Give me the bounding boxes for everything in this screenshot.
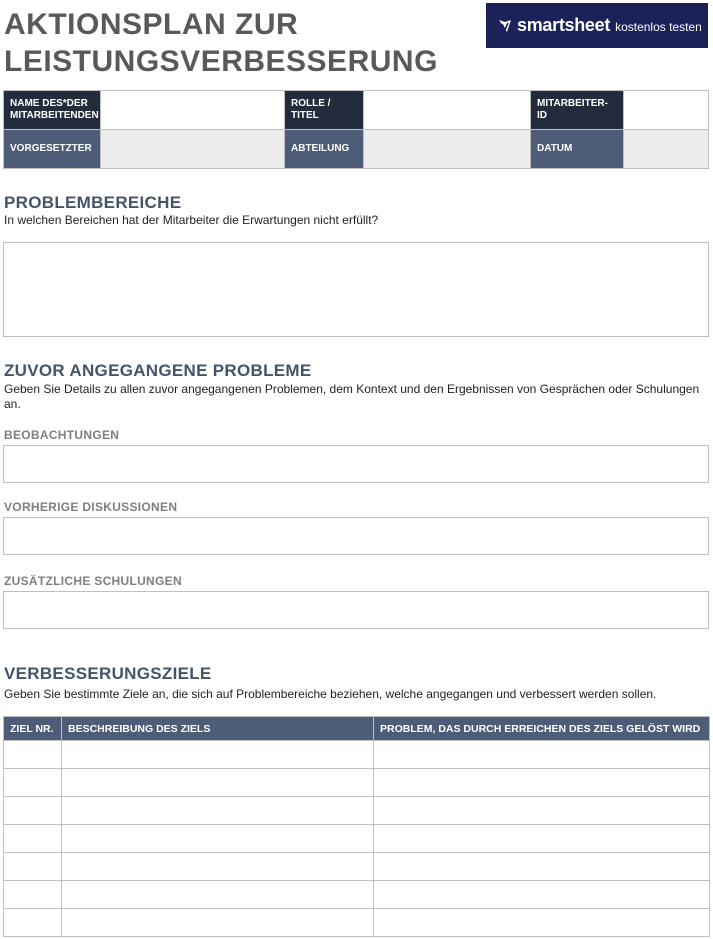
goal-problem-cell[interactable] (374, 909, 710, 937)
goal-description-cell[interactable] (62, 741, 374, 769)
goal-number-cell[interactable] (4, 825, 62, 853)
goal-problem-cell[interactable] (374, 741, 710, 769)
improvement-goals-heading: VERBESSERUNGSZIELE (4, 664, 212, 683)
problem-areas-description: In welchen Bereichen hat der Mitarbeiter die Erwartungen nicht erfüllt? (4, 213, 379, 227)
previous-discussions-label: VORHERIGE DISKUSSIONEN (4, 500, 178, 514)
goal-description-cell[interactable] (62, 797, 374, 825)
observations-field[interactable] (3, 445, 709, 483)
role-title-field[interactable] (364, 91, 531, 130)
employee-name-field[interactable] (101, 91, 285, 130)
document-title: AKTIONSPLAN ZUR LEISTUNGSVERBESSERUNG (4, 8, 438, 78)
previous-discussions-field[interactable] (3, 517, 709, 555)
table-row (4, 909, 710, 937)
previous-issues-heading: ZUVOR ANGEGANGENE PROBLEME (4, 361, 312, 380)
goal-problem-cell[interactable] (374, 853, 710, 881)
goal-number-cell[interactable] (4, 769, 62, 797)
goal-number-header: ZIEL NR. (4, 717, 62, 741)
table-row (4, 881, 710, 909)
goal-description-cell[interactable] (62, 881, 374, 909)
improvement-goals-table (3, 716, 710, 937)
goal-problem-header: PROBLEM, DAS DURCH ERREICHEN DES ZIELS GELÖST WIRD (374, 717, 710, 741)
goal-description-cell[interactable] (62, 769, 374, 797)
trial-link[interactable]: kostenlos testen (615, 19, 702, 34)
goal-description-header: BESCHREIBUNG DES ZIELS (62, 717, 374, 741)
goal-number-cell[interactable] (4, 797, 62, 825)
problem-areas-heading: PROBLEMBEREICHE (4, 193, 182, 212)
goal-number-cell[interactable] (4, 741, 62, 769)
problem-areas-field[interactable] (3, 242, 709, 337)
department-label: ABTEILUNG (285, 130, 364, 169)
goal-description-cell[interactable] (62, 825, 374, 853)
employee-id-field[interactable] (624, 91, 709, 130)
supervisor-field[interactable] (101, 130, 285, 169)
goal-number-cell[interactable] (4, 909, 62, 937)
goal-problem-cell[interactable] (374, 881, 710, 909)
goal-description-cell[interactable] (62, 853, 374, 881)
table-row (4, 769, 710, 797)
additional-training-field[interactable] (3, 591, 709, 629)
employee-info-table (3, 90, 709, 169)
date-label: DATUM (531, 130, 624, 169)
date-field[interactable] (624, 130, 709, 169)
employee-id-label: MITARBEITER-ID (531, 91, 624, 130)
goal-description-cell[interactable] (62, 909, 374, 937)
improvement-goals-description: Geben Sie bestimmte Ziele an, die sich auf Problembereiche beziehen, welche angegangen und verbessert werden sollen. (4, 687, 657, 701)
employee-name-label: NAME DES*DER MITARBEITENDEN (4, 91, 101, 130)
additional-training-label: ZUSÄTZLICHE SCHULUNGEN (4, 574, 182, 588)
goal-number-cell[interactable] (4, 853, 62, 881)
table-row (4, 741, 710, 769)
goal-number-cell[interactable] (4, 881, 62, 909)
observations-label: BEOBACHTUNGEN (4, 428, 120, 442)
table-row (4, 797, 710, 825)
goal-problem-cell[interactable] (374, 825, 710, 853)
previous-issues-description: Geben Sie Details zu allen zuvor angegangenen Problemen, dem Kontext und den Ergebnissen von Gesprächen oder Schulungen an. (4, 382, 700, 411)
smartsheet-trial-banner[interactable] (486, 3, 708, 48)
smartsheet-logo-icon (498, 19, 512, 33)
smartsheet-brand: smartsheet (517, 15, 611, 35)
goal-problem-cell[interactable] (374, 769, 710, 797)
table-row (4, 853, 710, 881)
role-title-label: ROLLE / TITEL (285, 91, 364, 130)
goal-problem-cell[interactable] (374, 797, 710, 825)
supervisor-label: VORGESETZTER (4, 130, 101, 169)
table-row (4, 825, 710, 853)
department-field[interactable] (364, 130, 531, 169)
